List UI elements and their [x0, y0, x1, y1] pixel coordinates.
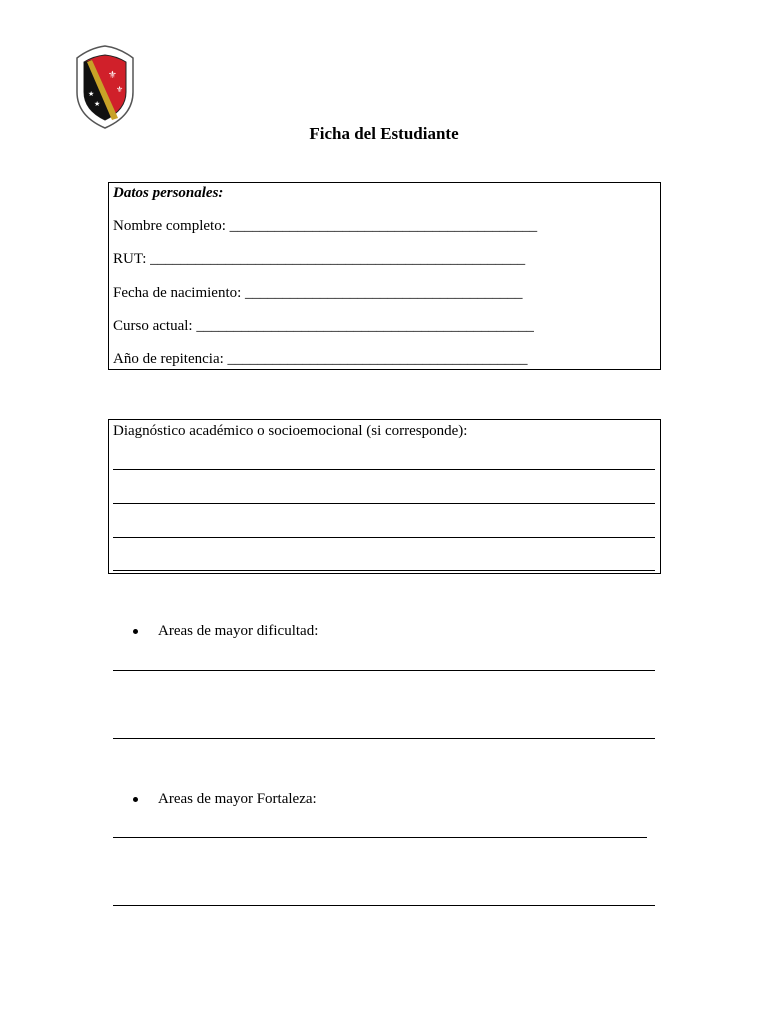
field-blank: __________________________________________________: [150, 251, 526, 267]
strength-line[interactable]: [113, 837, 647, 838]
svg-text:⚜: ⚜: [108, 70, 117, 81]
strength-line[interactable]: [113, 905, 655, 906]
difficulty-line[interactable]: [113, 670, 655, 671]
repeat-year-field[interactable]: [113, 350, 528, 368]
full-name-field[interactable]: [113, 217, 537, 235]
field-label: Fecha de nacimiento:: [113, 285, 242, 301]
strength-label: Areas de mayor Fortaleza:: [158, 791, 317, 807]
field-label: RUT:: [113, 251, 147, 267]
svg-text:⚜: ⚜: [116, 85, 124, 94]
field-blank: ________________________________________: [227, 351, 528, 367]
field-blank: _____________________________________: [245, 285, 523, 301]
school-crest-icon: [72, 44, 138, 130]
field-label: Curso actual:: [113, 318, 193, 334]
rut-field[interactable]: [113, 250, 525, 268]
field-label: Año de repitencia:: [113, 351, 224, 367]
diagnostic-box: [108, 419, 661, 574]
personal-data-heading: Datos personales:: [113, 185, 224, 201]
birth-date-field[interactable]: [113, 284, 523, 302]
bullet-icon: [133, 629, 138, 634]
diagnostic-line[interactable]: [113, 570, 655, 571]
diagnostic-line[interactable]: [113, 503, 655, 504]
field-label: Nombre completo:: [113, 218, 226, 234]
svg-text:★: ★: [88, 90, 95, 98]
field-blank: _________________________________________: [229, 218, 538, 234]
diagnostic-line[interactable]: [113, 469, 655, 470]
difficulty-line[interactable]: [113, 738, 655, 739]
diagnostic-line[interactable]: [113, 537, 655, 538]
bullet-icon: [133, 797, 138, 802]
current-course-field[interactable]: [113, 317, 534, 335]
diagnostic-heading: Diagnóstico académico o socioemocional (si corresponde):: [113, 423, 468, 439]
field-blank: _____________________________________________: [196, 318, 534, 334]
difficulty-label: Areas de mayor dificultad:: [158, 623, 319, 639]
svg-text:★: ★: [94, 100, 101, 108]
page-title: Ficha del Estudiante: [309, 124, 459, 143]
personal-data-box: [108, 182, 661, 370]
